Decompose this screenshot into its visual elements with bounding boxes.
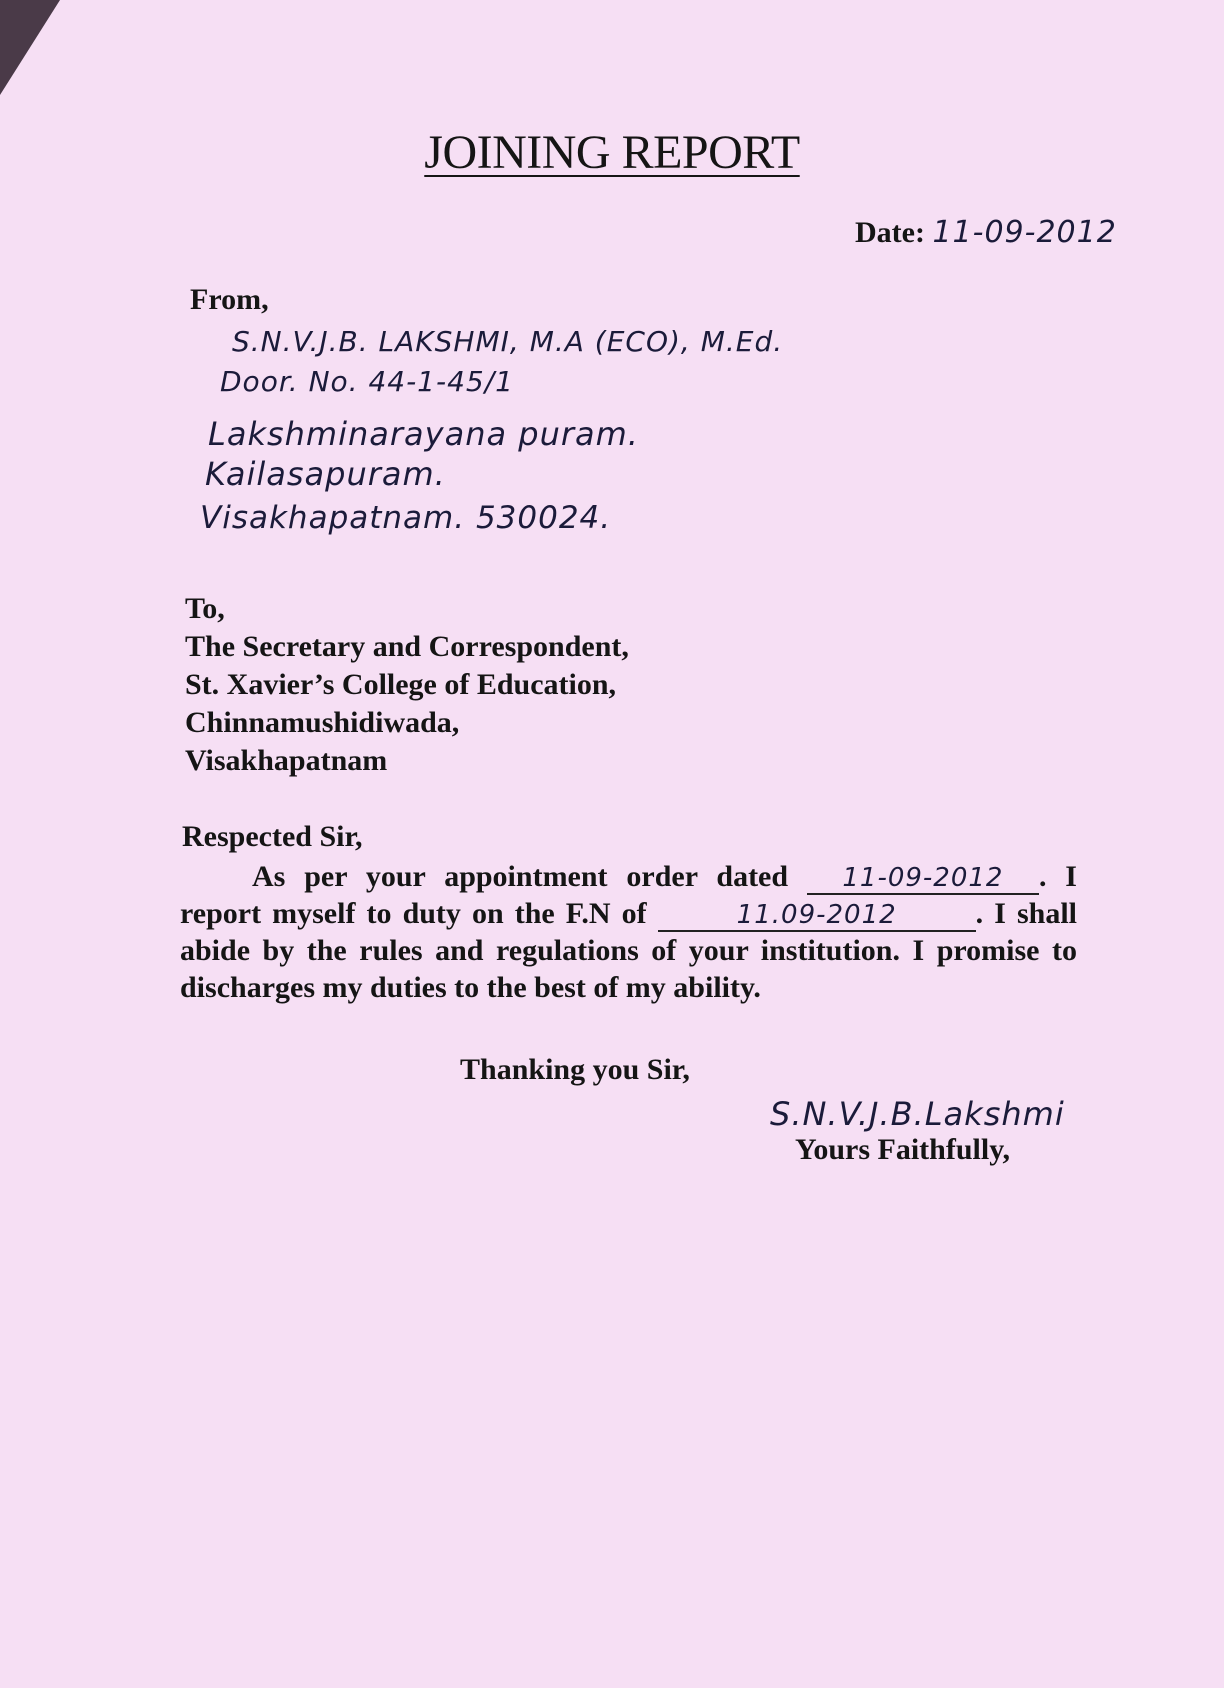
salutation: Respected Sir,: [182, 820, 363, 853]
handwritten-signature: S.N.V.J.B.Lakshmi: [770, 1095, 1065, 1133]
date-value: 11-09-2012: [932, 215, 1117, 250]
closing-line: Yours Faithfully,: [795, 1133, 1011, 1166]
from-area: Kailasapuram.: [205, 455, 446, 493]
from-locality: Lakshminarayana puram.: [208, 415, 639, 453]
thanks-line: Thanking you Sir,: [460, 1053, 690, 1086]
body-text-part1: As per your appointment order dated: [252, 860, 789, 893]
page-corner-fold: [0, 0, 60, 95]
to-line: Chinnamushidiwada,: [185, 706, 460, 739]
date-line: [855, 215, 1117, 250]
from-door-number: Door. No. 44-1-45/1: [220, 365, 514, 398]
bleed-through-text: [430, 265, 438, 299]
from-name: S.N.V.J.B. LAKSHMI, M.A (ECO), M.Ed.: [232, 325, 784, 358]
from-city: Visakhapatnam. 530024.: [200, 500, 612, 536]
body-text-part3: . I shall abide by the rules and regulations of your institution. I promise to discharges my duties to the best of my ability.: [180, 897, 1078, 1004]
date-label: Date:: [855, 216, 925, 249]
body-text-part2: . I report myself to duty on the F.N of: [180, 860, 1077, 930]
fn-date-field: 11.09-2012: [658, 900, 976, 932]
order-date-field: 11-09-2012: [807, 863, 1039, 895]
body-paragraph: [180, 858, 1077, 1006]
to-line: The Secretary and Correspondent,: [185, 630, 629, 663]
document-title: JOINING REPORT: [424, 126, 800, 179]
to-address: [185, 628, 629, 780]
to-label: To,: [185, 592, 225, 625]
to-line: Visakhapatnam: [185, 744, 388, 777]
from-label: From,: [190, 283, 269, 316]
to-line: St. Xavier’s College of Education,: [185, 668, 617, 701]
